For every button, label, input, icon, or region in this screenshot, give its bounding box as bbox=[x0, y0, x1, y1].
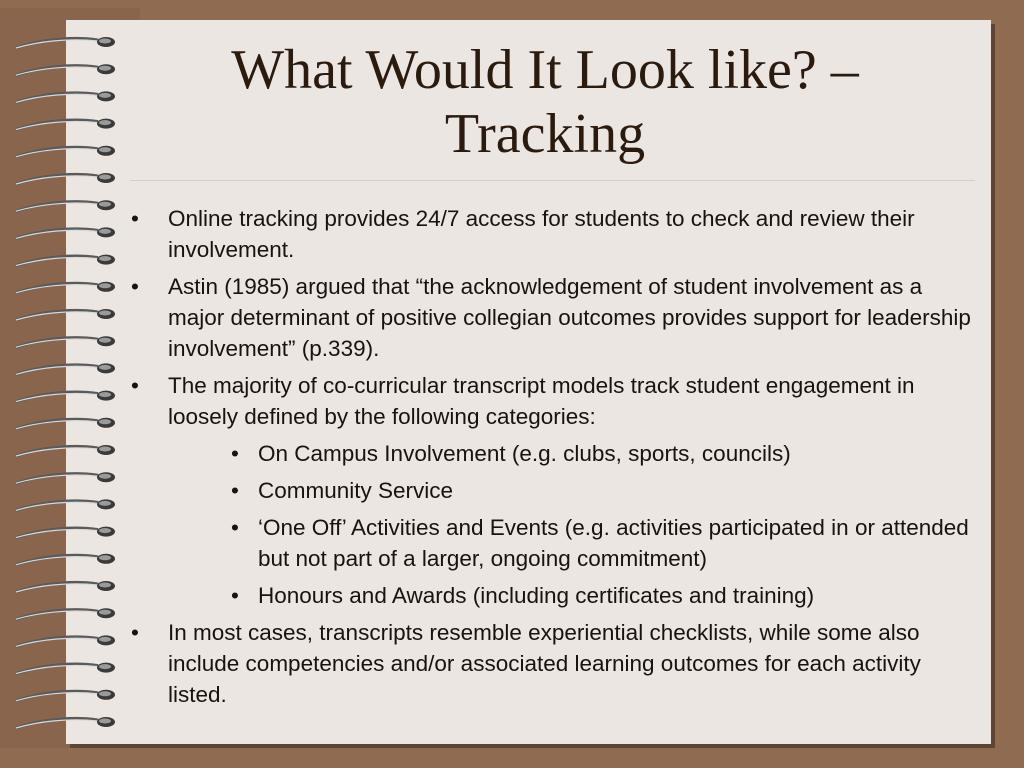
title-divider bbox=[130, 180, 975, 181]
bullet-text: Online tracking provides 24/7 access for students to check and review their involvement. bbox=[168, 206, 915, 262]
sub-bullet-text: Honours and Awards (including certificates and training) bbox=[258, 583, 815, 608]
spiral-ring-icon bbox=[16, 119, 115, 130]
bullet-icon: • bbox=[131, 206, 139, 231]
spiral-ring-icon bbox=[16, 581, 115, 592]
spiral-ring-icon bbox=[16, 445, 115, 456]
sub-bullet-item bbox=[128, 512, 978, 574]
spiral-ring-icon bbox=[16, 227, 115, 238]
spiral-ring-icon bbox=[16, 554, 115, 565]
spiral-ring-icon bbox=[16, 391, 115, 402]
spiral-ring-icon bbox=[16, 717, 115, 728]
spiral-ring-icon bbox=[16, 37, 115, 48]
spiral-ring-icon bbox=[16, 418, 115, 429]
spiral-ring-icon bbox=[16, 336, 115, 347]
spiral-ring-icon bbox=[16, 635, 115, 646]
bullet-item bbox=[128, 617, 978, 710]
bullet-icon: • bbox=[231, 441, 239, 466]
bullet-item bbox=[128, 370, 978, 432]
spiral-ring-icon bbox=[16, 146, 115, 157]
bullet-icon: • bbox=[231, 478, 239, 503]
sub-bullet-item bbox=[128, 438, 978, 469]
spiral-ring-icon bbox=[16, 608, 115, 619]
spiral-ring-icon bbox=[16, 527, 115, 538]
bullet-icon: • bbox=[131, 373, 139, 398]
sub-bullet-item bbox=[128, 580, 978, 611]
bullet-icon: • bbox=[231, 515, 239, 540]
spiral-ring-icon bbox=[16, 64, 115, 75]
spiral-binding-icon bbox=[10, 30, 120, 740]
bullet-list bbox=[128, 203, 978, 716]
bullet-item bbox=[128, 271, 978, 364]
sub-bullet-item bbox=[128, 475, 978, 506]
bullet-icon: • bbox=[131, 274, 139, 299]
sub-bullet-text: On Campus Involvement (e.g. clubs, sports, councils) bbox=[258, 441, 791, 466]
spiral-ring-icon bbox=[16, 690, 115, 701]
spiral-ring-icon bbox=[16, 472, 115, 483]
bullet-icon: • bbox=[131, 620, 139, 645]
spiral-ring-icon bbox=[16, 173, 115, 184]
spiral-ring-icon bbox=[16, 91, 115, 102]
spiral-ring-icon bbox=[16, 255, 115, 266]
slide-title: What Would It Look like? – Tracking bbox=[231, 39, 859, 165]
spiral-ring-icon bbox=[16, 499, 115, 510]
spiral-ring-icon bbox=[16, 363, 115, 374]
bullet-text: The majority of co-curricular transcript models track student engagement in loosely defined by the following categories: bbox=[168, 373, 915, 429]
sub-bullet-text: Community Service bbox=[258, 478, 454, 503]
bullet-text: In most cases, transcripts resemble experiential checklists, while some also include competencies and/or associated learning outcomes for each activity listed. bbox=[168, 620, 921, 707]
spiral-ring-icon bbox=[16, 282, 115, 293]
spiral-ring-icon bbox=[16, 309, 115, 320]
spiral-ring-icon bbox=[16, 663, 115, 674]
sub-bullet-text: ‘One Off’ Activities and Events (e.g. activities participated in or attended but not part of a larger, ongoing commitment) bbox=[258, 515, 969, 571]
spiral-ring-icon bbox=[16, 200, 115, 211]
bullet-icon: • bbox=[231, 583, 239, 608]
bullet-text: Astin (1985) argued that “the acknowledgement of student involvement as a major determinant of positive collegian outcomes provides support for leadership involvement” (p.339). bbox=[168, 274, 971, 361]
bullet-item bbox=[128, 203, 978, 265]
